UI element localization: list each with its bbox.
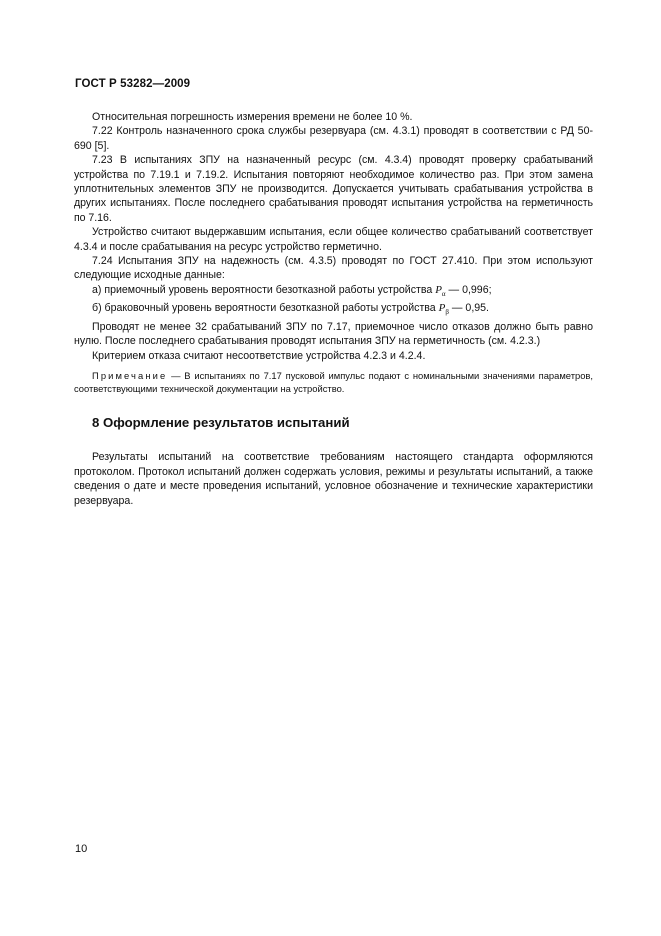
list-item-b-value: — 0,95.	[448, 302, 489, 315]
section-8-title: 8 Оформление результатов испытаний	[92, 415, 350, 431]
document-body	[74, 110, 593, 508]
paragraph-time-error: Относительная погрешность измерения времени не более 10 %.	[92, 111, 413, 123]
symbol-p-alpha: $P_\alpha$	[435, 283, 446, 299]
paragraph-32-activations: Проводят не менее 32 срабатываний ЗПУ по 7.17, приемочное число отказов должно быть равно нулю. После последнего срабатывания проводят испытания ЗПУ на герметичность (см. 4.2.3.)	[74, 321, 593, 348]
page-number: 10	[75, 843, 88, 855]
list-item-b	[74, 301, 593, 320]
paragraph-7-22: 7.22 Контроль назначенного срока службы резервуара (см. 4.3.1) проводят в соответствии с РД 50-690 [5].	[74, 125, 593, 152]
note-label: Примечание	[92, 370, 168, 382]
section-8-paragraph: Результаты испытаний на соответствие требованиям настоящего стандарта оформляются протоколом. Протокол испытаний должен содержать условия, режимы и результаты испытаний, а также сведения о дате и месте проведения испытаний, условное обозначение и технические характеристики резервуара.	[74, 451, 593, 507]
list-item-a-text: а) приемочный уровень вероятности безотказной работы устройства	[92, 283, 436, 296]
paragraph-7-23: 7.23 В испытаниях ЗПУ на назначенный ресурс (см. 4.3.4) проводят проверку срабатываний устройства по 7.19.1 и 7.19.2. Испытания повторяют необходимое количество раз. При этом замена уплотнительных элементов ЗПУ не производится. Допускается учитывать срабатывания устройства в других испытаниях. После последнего срабатывания проводят испытания устройства на герметичность по 7.16.	[74, 154, 593, 224]
list-item-b-text: б) браковочный уровень вероятности безотказной работы устройства	[92, 302, 439, 315]
paragraph-7-24: 7.24 Испытания ЗПУ на надежность (см. 4.3.5) проводят по ГОСТ 27.410. При этом используют следующие исходные данные:	[74, 255, 593, 282]
paragraph-resource-criterion: Устройство считают выдержавшим испытания, если общее количество срабатываний соответствует 4.3.4 и после срабатывания на ресурс устройство герметично.	[74, 226, 593, 253]
paragraph-failure-criterion: Критерием отказа считают несоответствие устройства 4.2.3 и 4.2.4.	[92, 349, 426, 362]
note-text: — В испытаниях по 7.17 пусковой импульс подают с номинальными значениями параметров, соответствующими технической документации на устройство.	[74, 370, 593, 395]
list-item-a	[74, 283, 593, 302]
note	[74, 369, 593, 395]
document-header: ГОСТ Р 53282—2009	[75, 78, 191, 90]
list-item-a-value: — 0,996;	[445, 283, 492, 296]
symbol-p-beta: $P_\beta$	[438, 302, 449, 317]
